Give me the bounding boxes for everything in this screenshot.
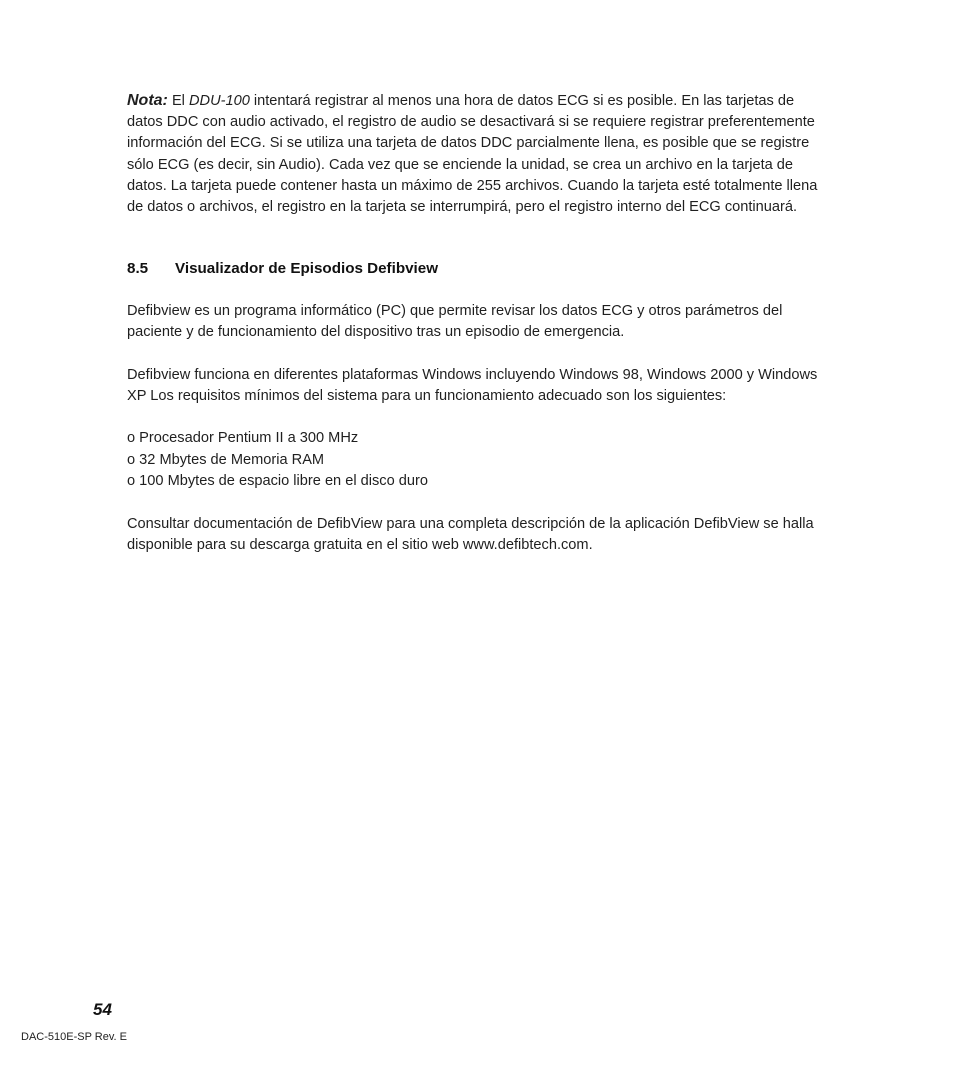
section-number: 8.5	[127, 260, 149, 278]
document-code: DAC-510E-SP Rev. E	[21, 1031, 127, 1043]
note-prefix: El	[167, 93, 189, 109]
platforms-paragraph: Defibview funciona en diferentes plataformas Windows incluyendo Windows 98, Windows 2000 y Windows XP Los requisitos mínimos del sistema para un funcionamiento adecuado son los siguientes:	[127, 366, 818, 404]
note-text: intentará registrar al menos una hora de datos ECG si es posible. En las tarjetas de datos DDC con audio activado, el registro de audio se desactivará si se requiere registrar preferentemente información del ECG. Si se utiliza una tarjeta de datos DDC parcialmente llena, es posible que se registre sólo ECG (es decir, sin Audio). Cada vez que se enciende la unidad, se crea un archivo en la tarjeta de datos. La tarjeta puede contener hasta un máximo de 255 archivos. Cuando la tarjeta esté totalmente llena de datos o archivos, el registro en la tarjeta se interrumpirá, pero el registro interno del ECG continuará.	[127, 93, 818, 216]
note-device-name: DDU-100	[188, 93, 250, 109]
page-number: 54	[93, 1000, 112, 1019]
list-item: o Procesador Pentium II a 300 MHz	[127, 430, 359, 447]
list-item: o 32 Mbytes de Memoria RAM	[127, 451, 325, 468]
intro-paragraph: Defibview es un programa informático (PC) que permite revisar los datos ECG y otros parámetros del paciente y de funcionamiento del dispositivo tras un episodio de emergencia.	[127, 303, 783, 341]
list-item: o 100 Mbytes de espacio libre en el disco duro	[127, 473, 428, 490]
page-content	[127, 90, 832, 556]
section-title: Visualizador de Episodios Defibview	[175, 260, 439, 278]
requirements-list	[127, 428, 832, 493]
documentation-paragraph: Consultar documentación de DefibView para una completa descripción de la aplicación DefibView se halla disponible para su descarga gratuita en el sitio web www.defibtech.com.	[127, 515, 814, 553]
note-paragraph	[127, 90, 832, 218]
section-heading	[127, 259, 832, 279]
note-label: Nota:	[127, 92, 168, 109]
